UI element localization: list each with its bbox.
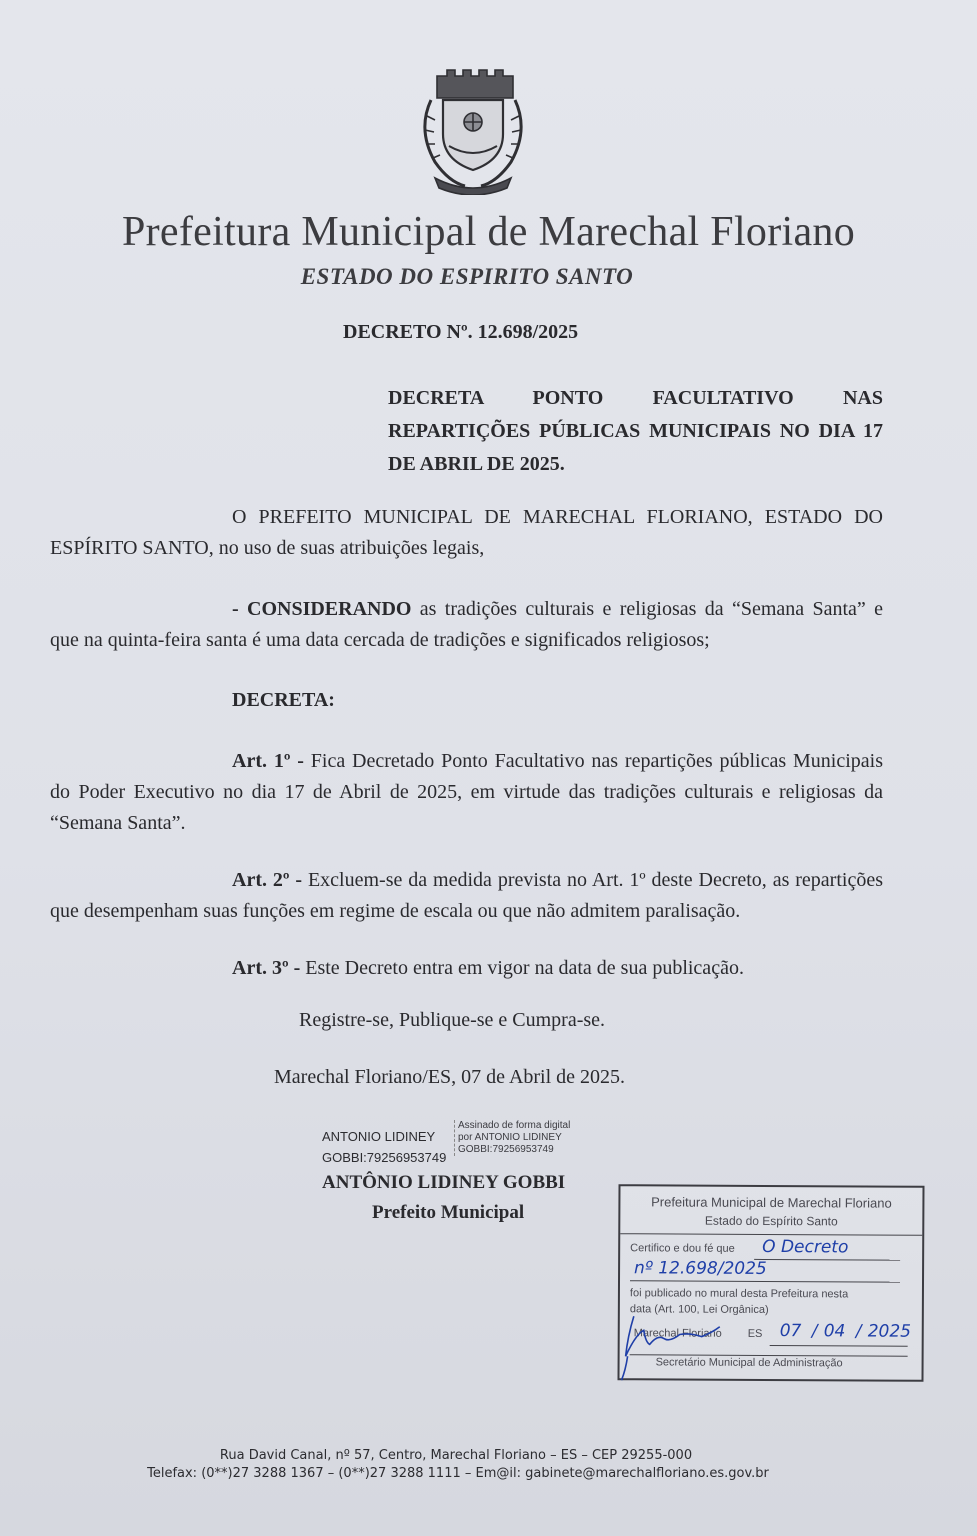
article-3 — [50, 953, 883, 984]
article-3-text: Este Decreto entra em vigor na data de sua publicação. — [300, 957, 744, 979]
page-title: Prefeitura Municipal de Marechal Floriano — [121, 209, 856, 255]
article-3-label: Art. 3º - — [232, 957, 301, 979]
stamp-published-1: foi publicado no mural desta Prefeitura nesta — [629, 1287, 849, 1301]
article-1-text: Fica Decretado Ponto Facultativo nas repartições públicas Municipais do Poder Executivo no dia 17 de Abril de 2025, em virtude das tradições culturais e religiosas da “Semana Santa”. — [50, 750, 883, 834]
preamble-paragraph — [50, 502, 883, 564]
article-2-text: Excluem-se da medida prevista no Art. 1º deste Decreto, as repartições que desempenham suas funções em regime de escala ou que não admitem paralisação. — [50, 869, 883, 922]
stamp-divider — [620, 1233, 922, 1236]
digital-signature-note: Assinado de forma digital por ANTONIO LIDINEY GOBBI:79256953749 — [454, 1120, 570, 1156]
considerando-text: as tradições culturais e religiosas da “Semana Santa” e que na quinta-feira santa é uma data cercada de tradições e significados religiosos; — [50, 598, 884, 651]
article-2 — [50, 865, 883, 927]
stamp-line — [754, 1259, 900, 1261]
article-1 — [50, 746, 883, 839]
article-2-label: Art. 2º - — [232, 869, 303, 891]
footer-address: Rua David Canal, nº 57, Centro, Marechal Floriano – ES – CEP 29255-000 — [219, 1448, 693, 1463]
digital-signature — [322, 1118, 622, 1168]
stamp-state: Estado do Espírito Santo — [704, 1213, 838, 1229]
mayor-role: Prefeito Municipal — [372, 1202, 525, 1223]
decree-number: DECRETO Nº. 12.698/2025 — [343, 321, 579, 343]
stamp-title: Prefeitura Municipal de Marechal Floriano — [651, 1194, 892, 1211]
stamp-published-2: data (Art. 100, Lei Orgânica) — [629, 1303, 769, 1316]
stamp-handwritten-2: nº 12.698/2025 — [634, 1258, 767, 1279]
decreta-heading — [50, 685, 883, 716]
stamp-date-year: 2025 — [867, 1321, 912, 1342]
article-1-label: Art. 1º - — [232, 750, 304, 772]
digital-signature-name: ANTONIO LIDINEY GOBBI:79256953749 — [322, 1129, 447, 1165]
considerando-label: - CONSIDERANDO — [232, 598, 412, 620]
stamp-secretary: Secretário Municipal de Administração — [655, 1356, 843, 1370]
stamp-date-slash-icon: / — [811, 1321, 818, 1342]
stamp-date-day: 07 — [779, 1321, 802, 1342]
closing-formula: Registre-se, Publique-se e Cumpra-se. — [299, 1009, 606, 1031]
stamp-es: ES — [747, 1327, 763, 1340]
footer-contact: Telefax: (0**)27 3288 1367 – (0**)27 3288 1111 – Em@il: gabinete@marechalfloriano.es.gov.br — [147, 1466, 769, 1481]
mayor-name: ANTÔNIO LIDINEY GOBBI — [322, 1172, 566, 1193]
considerando-paragraph — [50, 594, 883, 656]
stamp-date-slash-icon: / — [855, 1321, 862, 1342]
stamp-date-month: 04 — [823, 1321, 846, 1342]
publication-stamp — [617, 1184, 924, 1382]
stamp-line — [630, 1280, 900, 1282]
municipal-coat-of-arms-icon — [405, 60, 540, 195]
handwritten-signature-icon — [619, 1312, 749, 1383]
state-subtitle: ESTADO DO ESPIRITO SANTO — [300, 264, 634, 289]
stamp-place: Marechal Floriano — [633, 1327, 722, 1340]
decreta-label: DECRETA: — [232, 689, 335, 711]
preamble-text: O PREFEITO MUNICIPAL DE MARECHAL FLORIANO, ESTADO DO ESPÍRITO SANTO, no uso de suas atribuições legais, — [50, 506, 883, 559]
decree-ementa: DECRETA PONTO FACULTATIVO NAS REPARTIÇÕES PÚBLICAS MUNICIPAIS NO DIA 17 DE ABRIL DE 2025. — [388, 387, 883, 475]
stamp-handwritten-1: O Decreto — [762, 1236, 849, 1258]
stamp-line — [770, 1345, 908, 1347]
stamp-certify-label: Certifico e dou fé que — [630, 1242, 735, 1255]
place-date: Marechal Floriano/ES, 07 de Abril de 2025. — [274, 1066, 626, 1088]
